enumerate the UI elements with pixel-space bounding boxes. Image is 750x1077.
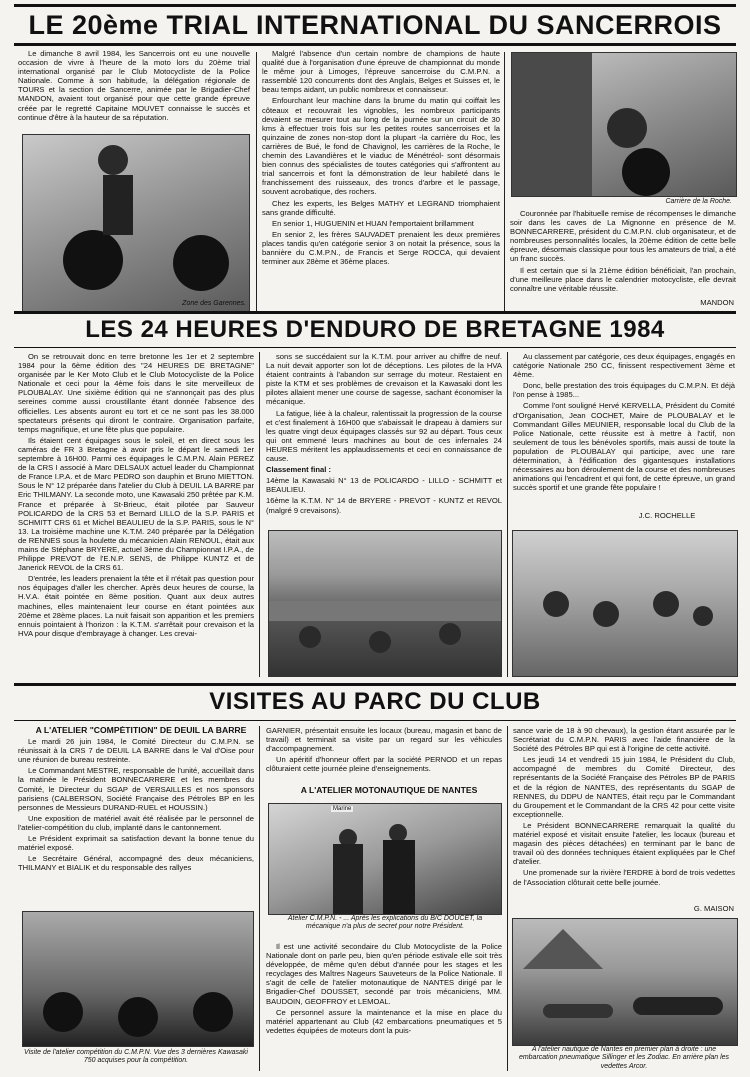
subheading-nantes: A L'ATELIER MOTONAUTIQUE DE NANTES [300,786,478,795]
visites-col2-p2: Un apéritif d'honneur offert par la société PERNOD et un repas clôturaient cette journée pleine d'enseignements. [266,755,502,774]
enduro-col1-p2: Ils étaient cent équipages sous le soleil, et en direct sous les caméras de FR 3 Bretagne à avoir pris le départ le samedi 1er septembre à 16H00. Parmi ces équipages le C.M.P.N. Alain PEREZ de la CRS I associé à Marc DELSAUX actuel leader du Championnat de France I.P.A. et de Marc PEDRO son dauphin et Bruno MIETTON. Sous le N° 12 préparée dans l'atelier du Club à DEUIL LA BARRE par Eric THILMANY. La seconde moto, une Kawasaki 250 prêtée par K.M. France et préparée à St-Brieuc, était pilotée par Sauveur POLICARDO de la CRS 53 et Bernard LILLO de la S.P. PARIS et SCHMITT CRS 61 et Michel BEAULIEU de la S.P. PARIS, sous le N° 13. La troisième machine une K.T.M. 240 préparée par la Délégation de RENNES sous la houlette du mécanicien Alain RENOUL, était aux mains de Stéphane BRYERE, actuel 3ème du Championnat I.P.A., de Philippe PREVOT de l'E.N.P. SENS, de Philippe KUNTZ et de Janerick REVOL de la CRS 61. [18,435,254,573]
visites-col1-p3: Une exposition de matériel avait été réalisée par le personnel de l'atelier-compétition du club, implanté dans le cantonnement. [18,813,254,832]
trial-col3-p1: Couronnée par l'habituelle remise de récompenses le dimanche soir dans les caves de La Mignonne en présence de M. BONNECARRERE, président du C.M.P.N. club organisateur, et de nombreuses personnalités locales, la 20ème édition de cette belle épreuve, désormais classique pour tous les amateurs de trial, a été un franc succès. [510,209,736,264]
headline-enduro: LES 24 HEURES D'ENDURO DE BRETAGNE 1984 [85,316,665,343]
visites-col2b-p1: Il est une activité secondaire du Club Motocycliste de la Police Nationale dont on parle peu, bien qu'en période estivale elle soit très développée, de même qu'en début d'année pour les stages et les recyclages des Maîtres Nageurs Sauveteurs de la Police Nationale. Il s'agit de celle de l'atelier motonautique de NANTES dirigé par le Brigadier-Chef DOUSSET, secondé par trois mécaniciens, MM. BAUDOIN, GEOFFROY et LEMOAL. [266,942,502,1006]
enduro-rule-bottom [14,347,736,348]
visites-col1 [18,726,254,904]
visites-photo2-caption: Atelier C.M.P.N. - ... Après les explications du B/C DOUCET, la mécanique n'a plus de secret pour notre Président. [287,915,483,931]
visites-col3-p1: sance varie de 18 à 90 chevaux), la gestion étant assurée par le Secrétariat du C.M.P.N. PARIS avec l'aide financière de la Société des Pétroles BP qui est à l'origine de cette activité. [513,726,735,754]
visites-col2 [266,726,502,782]
trial-signature: MANDON [700,298,734,307]
visites-col2b-p2: Ce personnel assure la maintenance et la mise en place du matériel appartenant au Club (42 embarcations pneumatiques et 5 vedettes équipées de moteurs dont la puis- [266,1007,502,1035]
col-divider [507,352,508,677]
enduro-col2 [266,352,502,528]
trial-col1-p1: Le dimanche 8 avril 1984, les Sancerrois ont eu une nouvelle occasion de vivre à l'heure de la moto lors du 20ème trial international organisé par le Club Motocycliste de la Police Nationale. Comme à son habitude, la délégation régionale de TOURS et la section de Sancerre, animée par le Brigadier-Chef MANDON, avaient tout organisé pour que cette grande épreuve créée par le regretté Capitaine MOUVET connaisse le succès et continue d'être à la hauteur de sa réputation. [18,49,250,122]
visites-col1-p5: Le Secrétaire Général, accompagné des deux mécaniciens, THILMANY et BIALIK et du responsable des rallyes [18,854,254,873]
trial-col2-p3: Chez les experts, les Belges MATHY et LEGRAND triomphaient sans grande difficulté. [262,198,500,217]
enduro-col3-p1: Au classement par catégorie, ces deux équipages, engagés en catégorie Nationale 250 CC, finissent respectivement 3ème et 4ème. [513,352,735,380]
visites-signature: G. MAISON [693,904,734,913]
visites-col2-p1: GARNIER, présentait ensuite les locaux (bureau, magasin et banc de travail) et terminait sa visite par un regard sur les véhicules d'accompagnement. [266,726,502,754]
marine-sign: Marine [333,806,352,812]
trial-col2-p2: Enfourchant leur machine dans la brume du matin qui coiffait les côteaux et recouvrait les vignobles, les nombreux participants devaient se mesurer tout au long de la journée sur un circuit de 30 kms à effectuer trois fois sur les petites routes sancerroises et la quinzaine de zones non-stop dont la plupart -la carrière du Roc, les carrières de Bué, le fond de Chavignol, les carrières de la Roche, le chemin des Lavandières et le viaduc de Ménétréol- sont désormais bien connus des spécialistes de toutes catégories qui s'affrontent au trial sancerrois et font la démonstration de leur habileté dans le franchissement des ruisseaux, des troncs d'arbre et le passage, souvent acrobatique, des rochers. [262,96,500,197]
enduro-col1-p1: On se retrouvait donc en terre bretonne les 1er et 2 septembre 1984 pour la 6ème édition des "24 HEURES DE BRETAGNE" organisée par le Ker Moto Club et le Club Motocycliste de la Police Nationale et ceci pour la 4ème fois dans le site merveilleux de PLOUBALAY. Une sixième édition qui ne s'annonçait pas des plus sereines comme aussi croustillante étant donnée l'absence des officielles. Les absents auront eu tort et ce ne sont pas les 38.000 spectateurs présents qui diront le contraire. Organisation parfaite, temps magnifique, et une fête plus que populaire. [18,352,254,434]
enduro-col1-p3: D'entrée, les leaders prenaient la tête et il n'était pas question pour nos équipages d'aller les chercher. Après deux heures de course, la H.V.A. était pointée en 8ème position. Quant aux deux autres machines, elles maintenaient leur course en étant pointées aux 20ème et 28ème places. La nuit faisait son apparition et les premiers ennuis pointaient à l'horizon : la K.T.M. s'arrêtait pour crevaison et la HVA pour disque d'embrayage à changer. Les crevai- [18,574,254,638]
visites-col3 [513,726,735,908]
trial-col2 [262,49,500,311]
trial-photo2-caption: Carrière de la Roche. [665,198,732,205]
enduro-col1 [18,352,254,675]
enduro-col2-p1: sons se succédaient sur la K.T.M. pour arriver au chiffre de neuf. La nuit devait apporter son lot de déceptions. Les pilotes de la HVA étaient contraints à l'abandon sur serrage du moteur. Restaient en piste la KTM et ses problèmes de crevaison et la Kawasaki dont les pilotes allaient mener une course de sagesse, sachant économiser la mécanique. [266,352,502,407]
enduro-col3-p3: Comme l'ont souligné Hervé KERVELLA, Président du Comité d'Organisation, Jean COCHET, Maire de PLOUBALAY et le Commandant Gilles MEUNIER, responsable local du Club de la Police Nationale, cette réussite est à mettre à l'actif, non seulement de tous les bénévoles sportifs, mais aussi de toute la population de PLOUBALAY qui participe, avec une rare détermination, à l'édification des gigantesques installations nécessaires au bon déroulement de la course et des nombreuses animations qui l'encadrent et qui font, de cette épreuve, un grand succès sportif et une grande fête populaire ! [513,401,735,493]
enduro-col3-p2: Donc, belle prestation des trois équipages du C.M.P.N. Et déjà l'on pense à 1985... [513,381,735,400]
col-divider [507,726,508,1071]
visites-rule-top [14,683,736,686]
visites-col1-p4: Le Président exprimait sa satisfaction devant la bonne tenue du matériel exposé. [18,834,254,853]
col-divider [504,52,505,312]
headline-visites: VISITES AU PARC DU CLUB [209,688,541,715]
visites-col1-p2: Le Commandant MESTRE, responsable de l'unité, accueillait dans la matinée le Président BONNECARRERE et les membres du Comité, le Directeur du SGAP de VERSAILLES et nos sponsors parisiens (CALBERSON, Société Française des Pétroles BP en les personnes de Messieurs DURAND-RUEL et HOUSSIN.) [18,766,254,812]
visites-sub2-wrap [266,786,502,800]
trial-photo-garennes [22,134,250,312]
visites-col1-p1: Le mardi 26 juin 1984, le Comité Directeur du C.M.P.N. se réunissait à la CRS 7 de DEUIL LA BARRE dans le Val d'Oise pour une réunion de bureau restreinte. [18,737,254,765]
visites-photo-kawasaki [22,911,254,1047]
visites-photo1-caption: Visite de l'atelier compétition du C.M.P.N. Vue des 3 dernières Kawasaki 750 acquises pour la compétition. [24,1049,248,1065]
enduro-photo-start [268,530,502,677]
trial-photo1-caption: Zone des Garennes. [182,300,246,307]
enduro-col2-p2: La fatigue, liée à la chaleur, ralentissait la progression de la course et c'est finalement à 16H00 que s'abaissait le drapeau à damiers sur les quatre vingt deux équipages classés sur 92 au départ. Tous ceux qui ont emmené leurs machines au bout de ces infernales 24 HEURES méritent les applaudissements et ceci en connaissance de cause. [266,408,502,464]
trial-col2-p5: En senior 2, les frères SAUVADET prenaient les deux premières places tandis qu'en catégorie senior 3 on notait la présence, sous la bannière du C.M.P.N., de Francis et Serge ROCCA, qui devaient terminer aux 28ème et 36ème places. [262,229,500,267]
trial-col2-p4: En senior 1, HUGUENIN et HUAN l'emportaient brillamment [272,218,474,228]
trial-col3-p2: Il est certain que si la 21ème édition bénéficiait, l'an prochain, d'une meilleure place dans le calendrier motocycliste, elle devrait connaître une véritable réussite. [510,265,736,293]
visites-col3-p2: Les jeudi 14 et vendredi 15 juin 1984, le Président du Club, accompagné de membres du Comité Directeur, des représentants de la Société Française des Pétroles BP de PARIS et de la région de NANTES, des représentants du SGAP de RENNES, du DDPU de NANTES, était reçu par le Commandant du Groupement et le Commandant de la CRS 42 pour cette visite exceptionnelle. [513,755,735,819]
headline-rule [14,43,736,46]
visites-col3-p3: Le Président BONNECARRERE remarquait la qualité du matériel exposé et visitait ensuite l'atelier, les locaux (bureau et magasin des pièces détachées) en terminant par le banc de travail où des données techniques étaient expliquées par le Chef d'atelier. [513,820,735,867]
enduro-final-heading: Classement final : [266,465,331,475]
visites-col3-p4: Une promenade sur la rivière l'ERDRE à bord de trois vedettes de l'Association clôturait cette belle journée. [513,868,735,887]
enduro-final-line1: 14ème la Kawasaki N° 13 de POLICARDO - LILLO - SCHMITT et BEAULIEU. [266,476,502,495]
top-rule [14,4,736,7]
trial-col2-p1: Malgré l'absence d'un certain nombre de champions de haute qualité due à l'organisation d'une épreuve de championnat du monde le même jour à Limoges, l'épreuve sancerroise du C.M.P.N. a rassemblé 120 concurrents dont des Anglais, Belges et Suisses et, le beau temps aidant, un public nombreux et connaisseur. [262,49,500,95]
headline-trial: LE 20ème TRIAL INTERNATIONAL DU SANCERROIS [28,10,722,40]
visites-col2b [266,942,502,1073]
col-divider [256,52,257,312]
visites-photo3-caption: A l'atelier nautique de Nantes en premier plan à droite : une embarcation pneumatique Sillinger et les Zodiac. En arrière plan les vedettes Arcor. [518,1046,730,1070]
enduro-final-line2: 16ème la K.T.M. N° 14 de BRYERE - PREVOT - KUNTZ et REVOL (malgré 9 crevaisons). [266,496,502,515]
col-divider [259,726,260,1071]
visites-rule-bottom [14,720,736,721]
trial-photo-roche [511,52,737,197]
subheading-deuil: A L'ATELIER "COMPÉTITION" DE DEUIL LA BARRE [35,726,247,735]
enduro-signature: J.C. ROCHELLE [638,511,696,520]
enduro-col3 [513,352,735,522]
enduro-photo-race [512,530,738,677]
enduro-rule-top [14,311,736,314]
trial-col3 [510,209,736,301]
col-divider [259,352,260,677]
visites-photo-nautique [512,918,738,1046]
visites-photo-atelier [268,803,502,915]
